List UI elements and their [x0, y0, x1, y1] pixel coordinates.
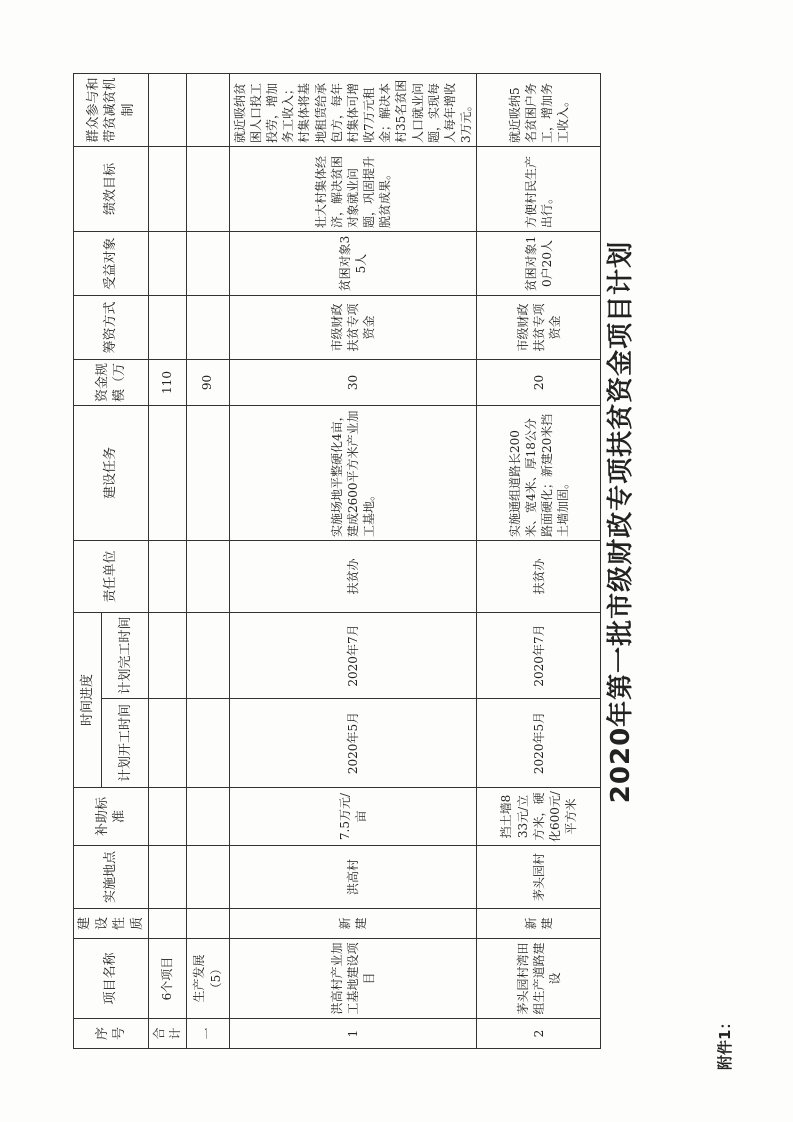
document-title: 2020年第一批市级财政专项扶贫资金项目计划	[606, 240, 636, 804]
cell-location: 洪高村	[229, 846, 477, 909]
cell-funding: 市级财政扶贫专项资金	[477, 296, 601, 360]
header-unit: 责任单位	[74, 541, 149, 613]
header-task: 建设任务	[74, 406, 149, 541]
cell-mechanism: 就近吸纳5名贫困户务工，增加务工收入。	[477, 74, 601, 147]
cell-name: 洪高村产业加工基地建设项目	[229, 939, 477, 1019]
cell-end: 2020年7月	[229, 613, 477, 699]
cell-seq: 合计	[149, 1019, 186, 1049]
header-row-1	[74, 74, 102, 1049]
cell-nature: 新建	[477, 909, 601, 939]
table-row-category	[186, 74, 229, 1049]
cell-name: 茅头园村湾田组生产道路建设	[477, 939, 601, 1019]
header-start: 计划开工时间	[102, 699, 149, 788]
cell-nature: 新建	[229, 909, 477, 939]
cell-task: 实施场地平整硬化4亩，建成2600平方米产业加工基地。	[229, 406, 477, 541]
header-subsidy: 补助标准	[74, 788, 149, 846]
header-seq: 序号	[74, 1019, 149, 1049]
cell-end: 2020年7月	[477, 613, 601, 699]
cell-seq: 1	[229, 1019, 477, 1049]
attachment-label: 附件1：	[716, 1014, 734, 1070]
header-goal: 绩效目标	[74, 147, 149, 232]
cell-mechanism: 就近吸纳贫困人口投工投劳，增加务工收入；村集体将基地租赁给承包方，每年村集体可增收7万元租金；解决本村35名贫困人口就业问题，实现每人每年增收3万元。	[229, 74, 477, 147]
cell-name: 6个项目	[149, 939, 186, 1019]
cell-unit: 扶贫办	[477, 541, 601, 613]
cell-seq: 一	[186, 1019, 229, 1049]
cell-task: 实施通组道路长200米、宽4米、厚18公分路面硬化；新建20米挡土墙加固。	[477, 406, 601, 541]
header-name: 项目名称	[74, 939, 149, 1019]
table-row-project-1	[229, 74, 477, 1049]
header-funding: 筹资方式	[74, 296, 149, 360]
cell-funding: 市级财政扶贫专项资金	[229, 296, 477, 360]
cell-goal: 方便村民生产出行。	[477, 147, 601, 232]
cell-scale: 30	[229, 360, 477, 406]
cell-name: 生产发展（5）	[186, 939, 229, 1019]
cell-start: 2020年5月	[477, 699, 601, 788]
table-row-total	[149, 74, 186, 1049]
cell-subsidy: 7.5万元/亩	[229, 788, 477, 846]
cell-start: 2020年5月	[229, 699, 477, 788]
header-scale: 资金规模（万	[74, 360, 149, 406]
project-plan-table	[73, 73, 601, 1049]
header-beneficiary: 受益对象	[74, 232, 149, 296]
cell-beneficiary: 贫困对象35人	[229, 232, 477, 296]
cell-seq: 2	[477, 1019, 601, 1049]
cell-unit: 扶贫办	[229, 541, 477, 613]
cell-scale: 110	[149, 360, 186, 406]
header-mechanism: 群众参与和带贫减贫机制	[74, 74, 149, 147]
cell-scale: 20	[477, 360, 601, 406]
header-time-progress: 时间进度	[74, 613, 102, 788]
cell-location: 茅头园村	[477, 846, 601, 909]
cell-beneficiary: 贫困对象10户20人	[477, 232, 601, 296]
header-nature: 建设性质	[74, 909, 149, 939]
cell-goal: 壮大村集体经济，解决贫困对象就业问题，巩固提升脱贫成果。	[229, 147, 477, 232]
cell-subsidy: 挡土墙833元/立方米，硬化600元/平方米	[477, 788, 601, 846]
table-row-project-2	[477, 74, 601, 1049]
header-end: 计划完工时间	[102, 613, 149, 699]
header-location: 实施地点	[74, 846, 149, 909]
cell-scale: 90	[186, 360, 229, 406]
